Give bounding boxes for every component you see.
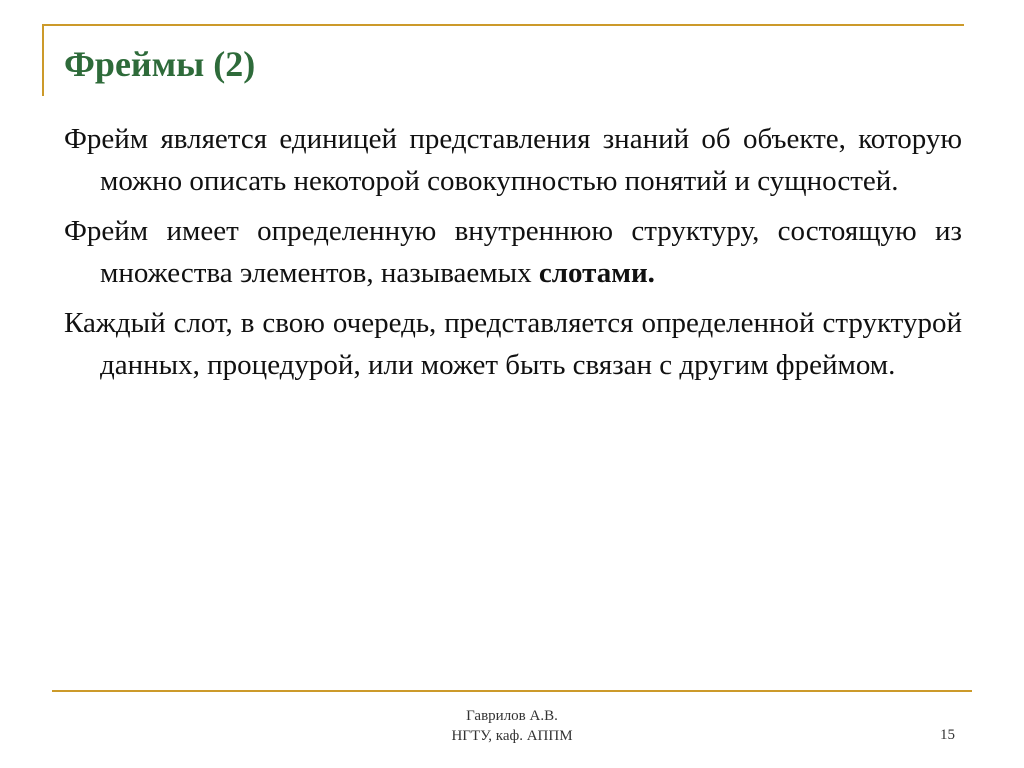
footer-affiliation: НГТУ, каф. АППМ (451, 728, 573, 744)
paragraph-2 (64, 210, 962, 294)
page-number: 15 (940, 727, 955, 743)
slide-title: Фреймы (2) (64, 44, 256, 84)
title-left-rule (42, 26, 44, 96)
paragraph-1 (64, 118, 962, 202)
footer-author: Гаврилов А.В. (466, 708, 558, 724)
paragraph-3 (64, 302, 962, 386)
paragraph-2-bold-term: слотами. (538, 257, 655, 289)
title-top-rule (42, 24, 964, 26)
footer-rule (52, 690, 972, 692)
paragraph-3-text: Каждый слот, в свою очередь, представляется определенной структурой данных, процедурой, или может быть связан с другим фреймом. (64, 307, 962, 381)
paragraph-2-text: Фрейм имеет определенную внутреннюю структуру, состоящую из множества элементов, называемых (64, 215, 962, 289)
footer (0, 706, 1024, 746)
slide-body (64, 118, 962, 394)
paragraph-1-text: Фрейм является единицей представления знаний об объекте, которую можно описать некоторой совокупностью понятий и сущностей. (64, 123, 962, 197)
